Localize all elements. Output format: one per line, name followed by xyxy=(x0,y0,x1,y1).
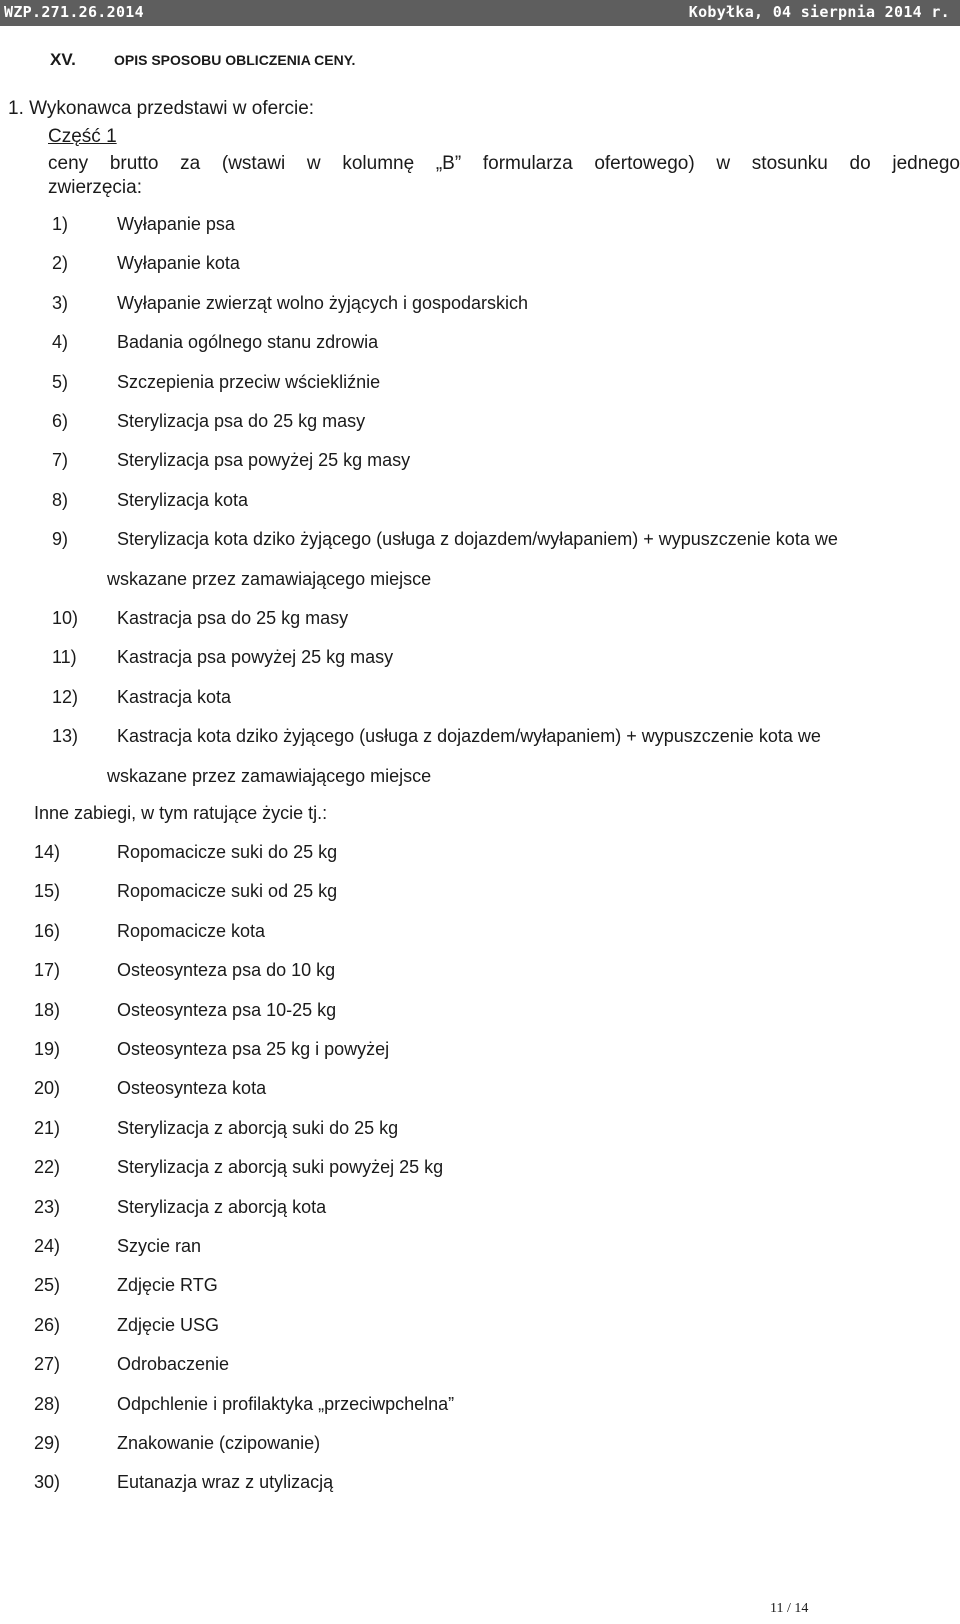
list-item-number: 3) xyxy=(52,292,69,313)
list-item-number: 14) xyxy=(34,842,61,862)
list-item-number: 10) xyxy=(52,608,79,628)
list-item-number: 1) xyxy=(52,214,69,234)
list-item-number: 15) xyxy=(34,881,61,902)
list-item-text: Zdjęcie USG xyxy=(117,1314,220,1335)
list-item-number: 22) xyxy=(34,1157,61,1178)
list-item-text: Zdjęcie RTG xyxy=(117,1275,218,1296)
list-item-text: Ropomacicze suki do 25 kg xyxy=(117,842,338,862)
list-item-text: Kastracja psa powyżej 25 kg masy xyxy=(117,647,394,668)
list-item-number: 2) xyxy=(52,253,69,274)
section-title: OPIS SPOSOBU OBLICZENIA CENY. xyxy=(114,52,356,68)
list-item-text: Wyłapanie kota xyxy=(117,253,240,274)
list-item-text: Szycie ran xyxy=(117,1236,202,1256)
list-item-text: Kastracja kota dziko żyjącego (usługa z dojazdem/wyłapaniem) + wypuszczenie kota we xyxy=(117,726,821,747)
list-item-text: Osteosynteza kota xyxy=(117,1078,267,1099)
list-item-number: 30) xyxy=(34,1472,61,1493)
list-item-number: 20) xyxy=(34,1078,61,1099)
list-item-number: 17) xyxy=(34,960,61,981)
list-item-text: Kastracja psa do 25 kg masy xyxy=(117,608,349,628)
list-item-continuation: wskazane przez zamawiającego miejsce xyxy=(107,568,432,589)
list-item-text: Wyłapanie psa xyxy=(117,214,235,234)
list-item-text: Wyłapanie zwierząt wolno żyjących i gospodarskich xyxy=(117,292,529,313)
page-header-bar xyxy=(0,0,960,26)
list-item-number: 5) xyxy=(52,371,69,392)
part-title: Część 1 xyxy=(48,126,117,147)
list-item-text: Odrobaczenie xyxy=(117,1354,230,1375)
other-procedures-label: Inne zabiegi, w tym ratujące życie tj.: xyxy=(34,803,328,823)
list-item-number: 11) xyxy=(52,647,77,668)
list-item-number: 13) xyxy=(52,726,79,747)
list-item-number: 8) xyxy=(52,489,69,510)
list-item-number: 19) xyxy=(34,1039,61,1059)
list-item-number: 23) xyxy=(34,1196,61,1217)
list-item-text: Ropomacicze kota xyxy=(117,920,266,941)
paragraph-line-1: ceny brutto za (wstawi w kolumnę „B” formularza ofertowego) w stosunku do jednego xyxy=(48,153,960,174)
list-item-text: Sterylizacja z aborcją suki do 25 kg xyxy=(117,1117,399,1138)
list-item-text: Osteosynteza psa 25 kg i powyżej xyxy=(117,1039,390,1059)
list-item-text: Osteosynteza psa 10-25 kg xyxy=(117,999,337,1020)
list-item-number: 18) xyxy=(34,999,61,1020)
list-item-text: Sterylizacja kota xyxy=(117,489,249,510)
list-item-text: Sterylizacja z aborcją kota xyxy=(117,1196,327,1217)
list-item-text: Sterylizacja kota dziko żyjącego (usługa z dojazdem/wyłapaniem) + wypuszczenie kota we xyxy=(117,529,838,550)
list-item-number: 16) xyxy=(34,920,61,941)
list-item-text: Sterylizacja psa powyżej 25 kg masy xyxy=(117,450,411,471)
intro-line: 1. Wykonawca przedstawi w ofercie: xyxy=(8,98,315,119)
list-item-number: 25) xyxy=(34,1275,61,1296)
list-item-number: 26) xyxy=(34,1314,61,1335)
document-reference: WZP.271.26.2014 xyxy=(4,3,144,21)
list-item-number: 6) xyxy=(52,411,69,431)
list-item-text: Osteosynteza psa do 10 kg xyxy=(117,960,336,981)
list-item-text: Ropomacicze suki od 25 kg xyxy=(117,881,338,902)
list-item-number: 24) xyxy=(34,1236,61,1256)
list-item-number: 29) xyxy=(34,1433,61,1453)
list-item-text: Szczepienia przeciw wściekliźnie xyxy=(117,371,381,392)
document-date: Kobyłka, 04 sierpnia 2014 r. xyxy=(688,3,950,21)
list-item-number: 4) xyxy=(52,332,69,353)
list-item-number: 9) xyxy=(52,529,69,550)
list-item-text: Sterylizacja z aborcją suki powyżej 25 kg xyxy=(117,1157,444,1178)
section-heading xyxy=(50,50,356,70)
list-item-continuation: wskazane przez zamawiającego miejsce xyxy=(107,765,432,786)
list-item-number: 27) xyxy=(34,1354,61,1375)
list-item-number: 7) xyxy=(52,450,69,471)
list-item-text: Eutanazja wraz z utylizacją xyxy=(117,1472,334,1493)
list-item-number: 28) xyxy=(34,1393,61,1414)
list-item-text: Odpchlenie i profilaktyka „przeciwpchelna” xyxy=(117,1393,455,1414)
list-item-number: 12) xyxy=(52,686,79,707)
paragraph-line-2: zwierzęcia: xyxy=(48,177,142,198)
page-number: 11 / 14 xyxy=(770,1601,809,1616)
list-item-text: Badania ogólnego stanu zdrowia xyxy=(117,332,379,353)
list-item-text: Znakowanie (czipowanie) xyxy=(117,1433,321,1453)
list-item-text: Sterylizacja psa do 25 kg masy xyxy=(117,411,366,431)
list-item-text: Kastracja kota xyxy=(117,686,232,707)
list-item-number: 21) xyxy=(34,1117,61,1138)
section-number: XV. xyxy=(50,50,76,69)
